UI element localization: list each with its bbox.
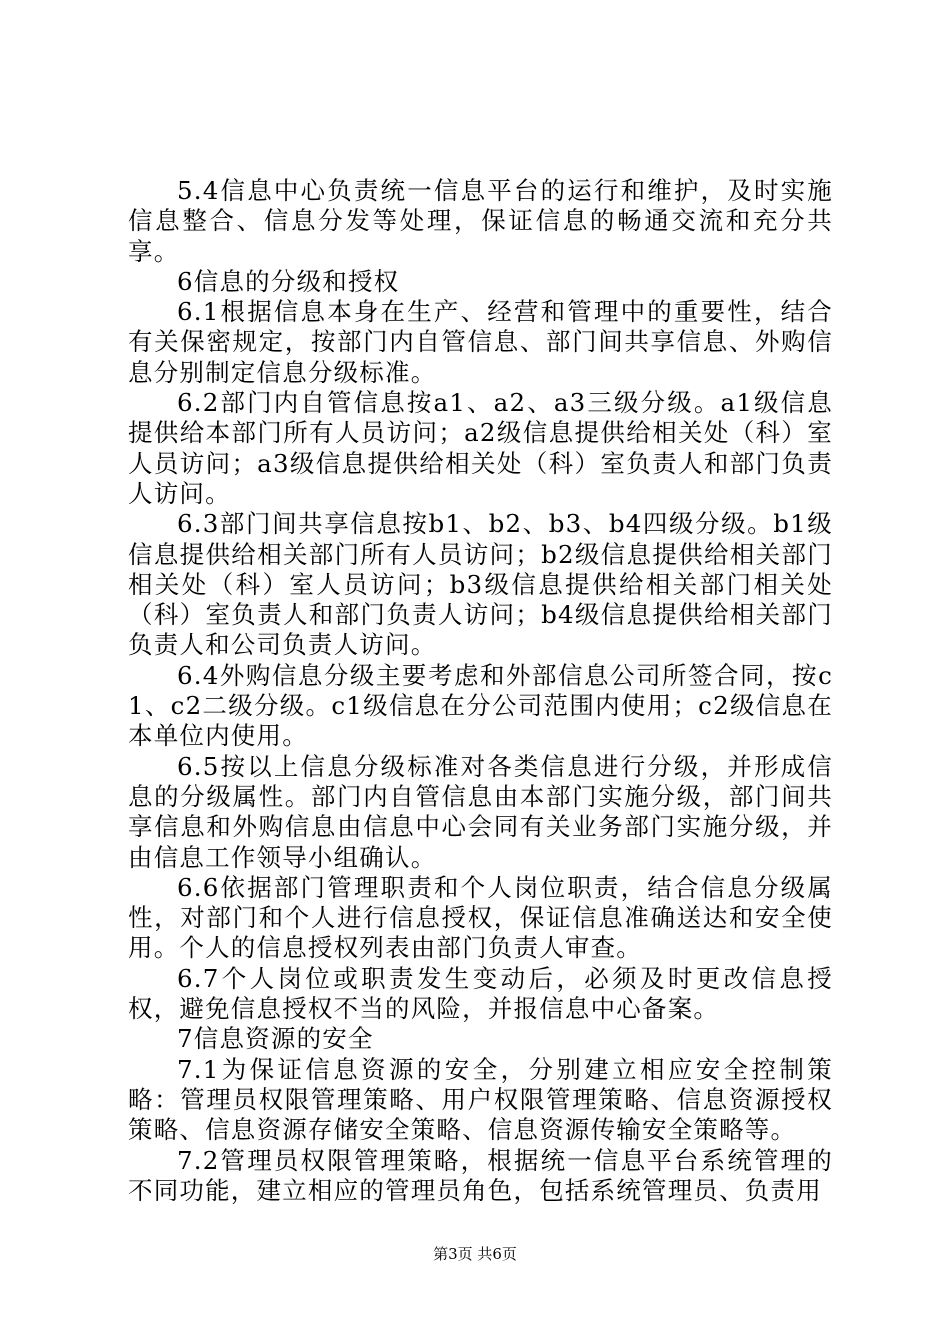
paragraph-6-4: 6.4外购信息分级主要考虑和外部信息公司所签合同，按c1、c2二级分级。c1级信息在分公司范围内使用；c2级信息在本单位内使用。 <box>128 660 833 751</box>
paragraph-7-1: 7.1为保证信息资源的安全，分别建立相应安全控制策略：管理员权限管理策略、用户权限管理策略、信息资源授权策略、信息资源存储安全策略、信息资源传输安全策略等。 <box>128 1054 833 1145</box>
paragraph-7-2: 7.2管理员权限管理策略，根据统一信息平台系统管理的不同功能，建立相应的管理员角色，包括系统管理员、负责用 <box>128 1145 833 1205</box>
paragraph-5-4: 5.4信息中心负责统一信息平台的运行和维护，及时实施信息整合、信息分发等处理，保证信息的畅通交流和充分共享。 <box>128 176 833 266</box>
paragraph-6-1: 6.1根据信息本身在生产、经营和管理中的重要性，结合有关保密规定，按部门内自管信息、部门间共享信息、外购信息分别制定信息分级标准。 <box>128 297 833 387</box>
paragraph-6-3: 6.3部门间共享信息按b1、b2、b3、b4四级分级。b1级信息提供给相关部门所有人员访问；b2级信息提供给相关部门相关处（科）室人员访问；b3级信息提供给相关部门相关处（科）室负责人和部门负责人访问；b4级信息提供给相关部门负责人和公司负责人访问。 <box>128 509 833 660</box>
page-footer <box>0 1244 950 1264</box>
section-heading-7: 7信息资源的安全 <box>177 1024 374 1054</box>
paragraph-6-2: 6.2部门内自管信息按a1、a2、a3三级分级。a1级信息提供给本部门所有人员访问；a2级信息提供给相关处（科）室人员访问；a3级信息提供给相关处（科）室负责人和部门负责人访问。 <box>128 388 833 508</box>
paragraph-6-7: 6.7个人岗位或职责发生变动后，必须及时更改信息授权，避免信息授权不当的风险，并报信息中心备案。 <box>128 963 833 1024</box>
paragraph-6-5: 6.5按以上信息分级标准对各类信息进行分级，并形成信息的分级属性。部门内自管信息由本部门实施分级，部门间共享信息和外购信息由信息中心会同有关业务部门实施分级，并由信息工作领导小组确认。 <box>128 751 833 872</box>
page-number-label: 第3页 共6页 <box>433 1245 517 1263</box>
document-body <box>128 176 833 1206</box>
paragraph-6-6: 6.6依据部门管理职责和个人岗位职责，结合信息分级属性，对部门和个人进行信息授权，保证信息准确送达和安全使用。个人的信息授权列表由部门负责人审查。 <box>128 872 833 963</box>
section-heading-6: 6信息的分级和授权 <box>177 266 400 296</box>
